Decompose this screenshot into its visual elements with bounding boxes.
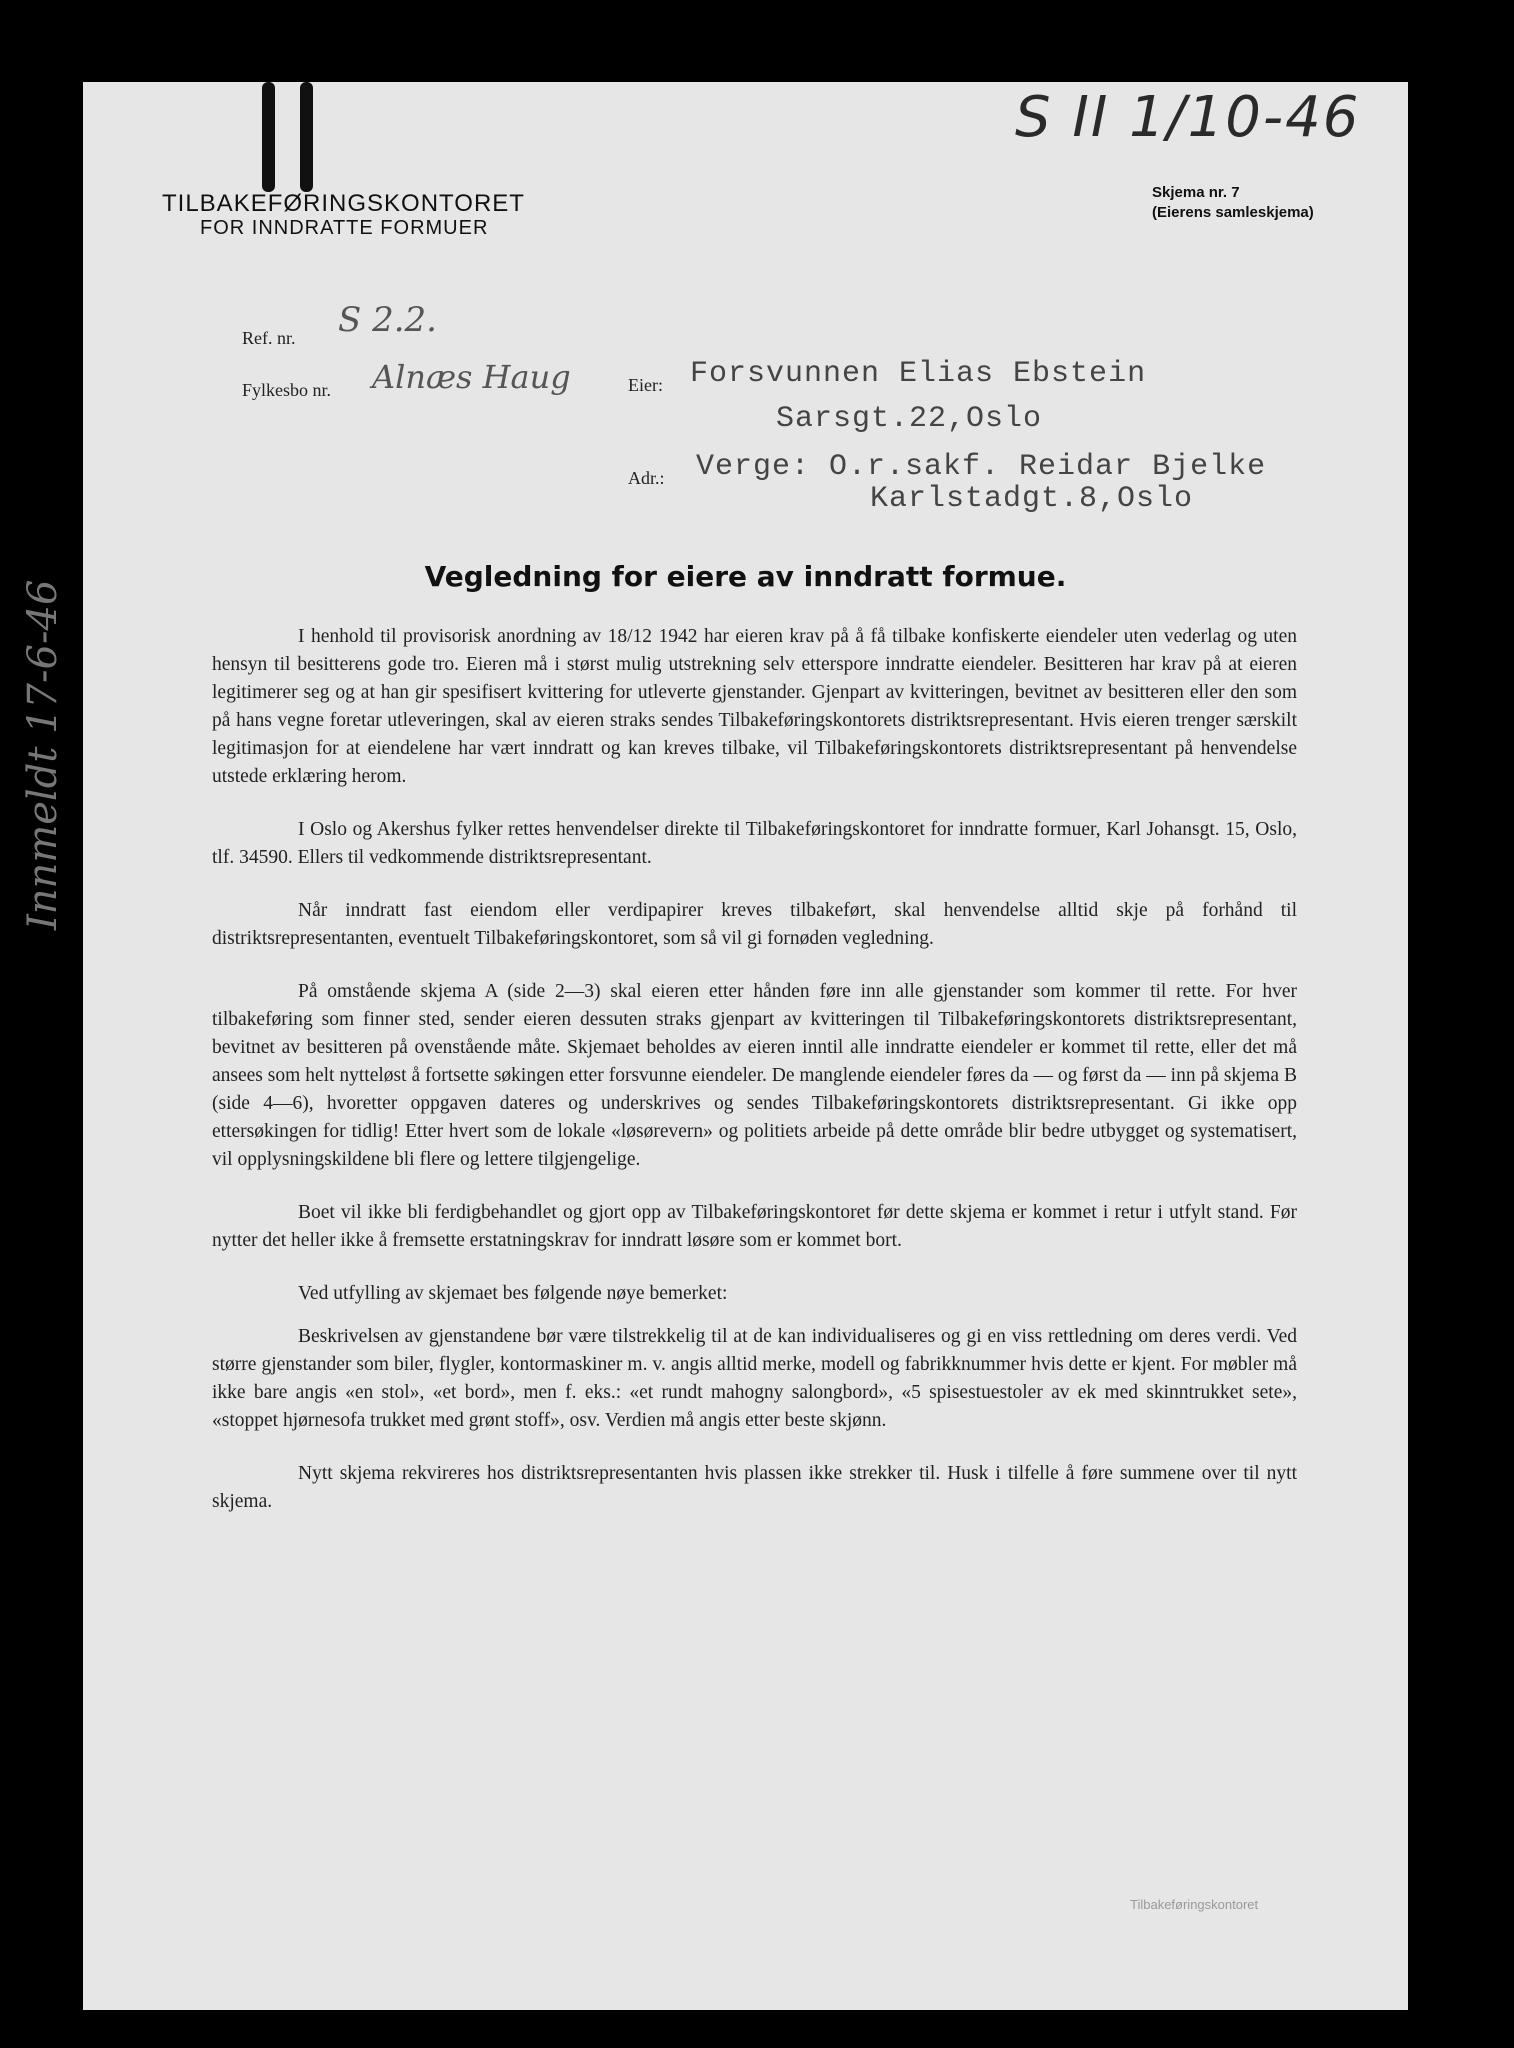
ref-value: S 2.2.	[338, 300, 437, 340]
org-subtitle: FOR INNDRATTE FORMUER	[200, 217, 489, 239]
eier-name: Forsvunnen Elias Ebstein	[690, 357, 1147, 391]
fylkesbo-value: Alnæs Haug	[372, 358, 571, 396]
faint-stamp: Tilbakeføringskontoret	[1130, 1897, 1259, 1912]
page-title: Vegledning for eiere av inndratt formue.	[424, 560, 1067, 593]
instructions-body	[212, 623, 1297, 1541]
paragraph: Ved utfylling av skjemaet bes følgende nøye bemerket:	[298, 1283, 728, 1304]
org-name: TILBAKEFØRINGSKONTORET	[162, 190, 525, 217]
paragraph: På omstående skjema A (side 2—3) skal eieren etter hånden føre inn alle gjenstander som kommer til rette. For hver tilbakeføring som finner sted, sender eieren dessuten straks gjenpart av kvitteringen til Tilbakeføringskontorets distriktsrepresentant, bevitnet av besitteren på ovenstående måte. Skjemaet beholdes av eieren inntil alle inndratte eiendeler er kommet til rette, eller det må ansees som helt nytteløst å fortsette søkingen etter forsvunne eiendeler. De manglende eiendeler føres da — og først da — inn på skjema B (side 4—6), hvoretter oppgaven dateres og underskrives og sendes Tilbakeføringskontorets distriktsrepresentant. Gi ikke opp ettersøkingen for tidlig! Etter hvert som de lokale «løsørevern» og politiets arbeide på dette område blir bedre utbygget og systematisert, vil opplysningskildene bli flere og lettere tilgjengelige.	[212, 981, 1297, 1170]
paragraph: Boet vil ikke bli ferdigbehandlet og gjort opp av Tilbakeføringskontoret før dette skjema er kommet i retur i utfylt stand. Før nytter det heller ikke å fremsette erstatningskrav for inndratt løsøre som er kommet bort.	[212, 1202, 1297, 1251]
paragraph: I Oslo og Akershus fylker rettes henvendelser direkte til Tilbakeføringskontoret for inndratte formuer, Karl Johansgt. 15, Oslo, tlf. 34590. Ellers til vedkommende distriktsrepresentant.	[212, 819, 1297, 868]
paragraph: I henhold til provisorisk anordning av 18/12 1942 har eieren krav på å få tilbake konfiskerte eiendeler uten vederlag og uten hensyn til besitterens gode tro. Eieren må i størst mulig utstrekning selv etterspore inndratte eiendeler. Besitteren har krav på at eieren legitimerer seg og at han gir spesifisert kvittering for utleverte gjenstander. Gjenpart av kvitteringen, bevitnet av besitteren eller den som på hans vegne foretar utleveringen, skal av eieren straks sendes Tilbakeføringskontorets distriktsrepresentant. Hvis eieren trenger særskilt legitimasjon for at eiendelene har vært inndratt og kan kreves tilbake, vil Tilbakeføringskontorets distriktsrepresentant på henvendelse utstede erklæring herom.	[212, 626, 1297, 787]
fylkesbo-label: Fylkesbo nr.	[242, 380, 332, 400]
punch-mark	[300, 82, 313, 192]
adr-guardian: Verge: O.r.sakf. Reidar Bjelke	[696, 450, 1267, 484]
adr-address: Karlstadgt.8,Oslo	[870, 482, 1194, 516]
adr-label: Adr.:	[628, 468, 665, 488]
archive-reference: S II 1/10-46	[1015, 85, 1361, 150]
form-number-subtitle: (Eierens samleskjema)	[1152, 204, 1314, 221]
margin-handwritten-note: Innmeldt 17-6-46	[20, 579, 66, 930]
ref-label: Ref. nr.	[242, 328, 296, 348]
paragraph: Beskrivelsen av gjenstandene bør være tilstrekkelig til at de kan individualiseres og gi en viss rettledning om deres verdi. Ved større gjenstander som biler, flygler, kontormaskiner m. v. angis alltid merke, modell og fabrikknummer hvis dette er kjent. For møbler må ikke bare angis «en stol», «et bord», men f. eks.: «et rundt mahogny salongbord», «5 spisestuestoler av ek med skinntrukket sete», «stoppet hjørnesofa trukket med grønt stoff», osv. Verdien må angis etter beste skjønn.	[212, 1326, 1297, 1431]
form-number-label: Skjema nr. 7	[1152, 184, 1240, 201]
punch-mark	[262, 82, 275, 192]
eier-label: Eier:	[628, 375, 663, 395]
paragraph: Nytt skjema rekvireres hos distriktsrepresentanten hvis plassen ikke strekker til. Husk i tilfelle å føre summene over til nytt skjema.	[212, 1463, 1297, 1512]
eier-address: Sarsgt.22,Oslo	[776, 402, 1043, 436]
form-number	[1152, 183, 1314, 223]
paragraph: Når inndratt fast eiendom eller verdipapirer kreves tilbakeført, skal henvendelse alltid skje på forhånd til distriktsrepresentanten, eventuelt Tilbakeføringskontoret, som så vil gi fornøden vegledning.	[212, 900, 1297, 949]
